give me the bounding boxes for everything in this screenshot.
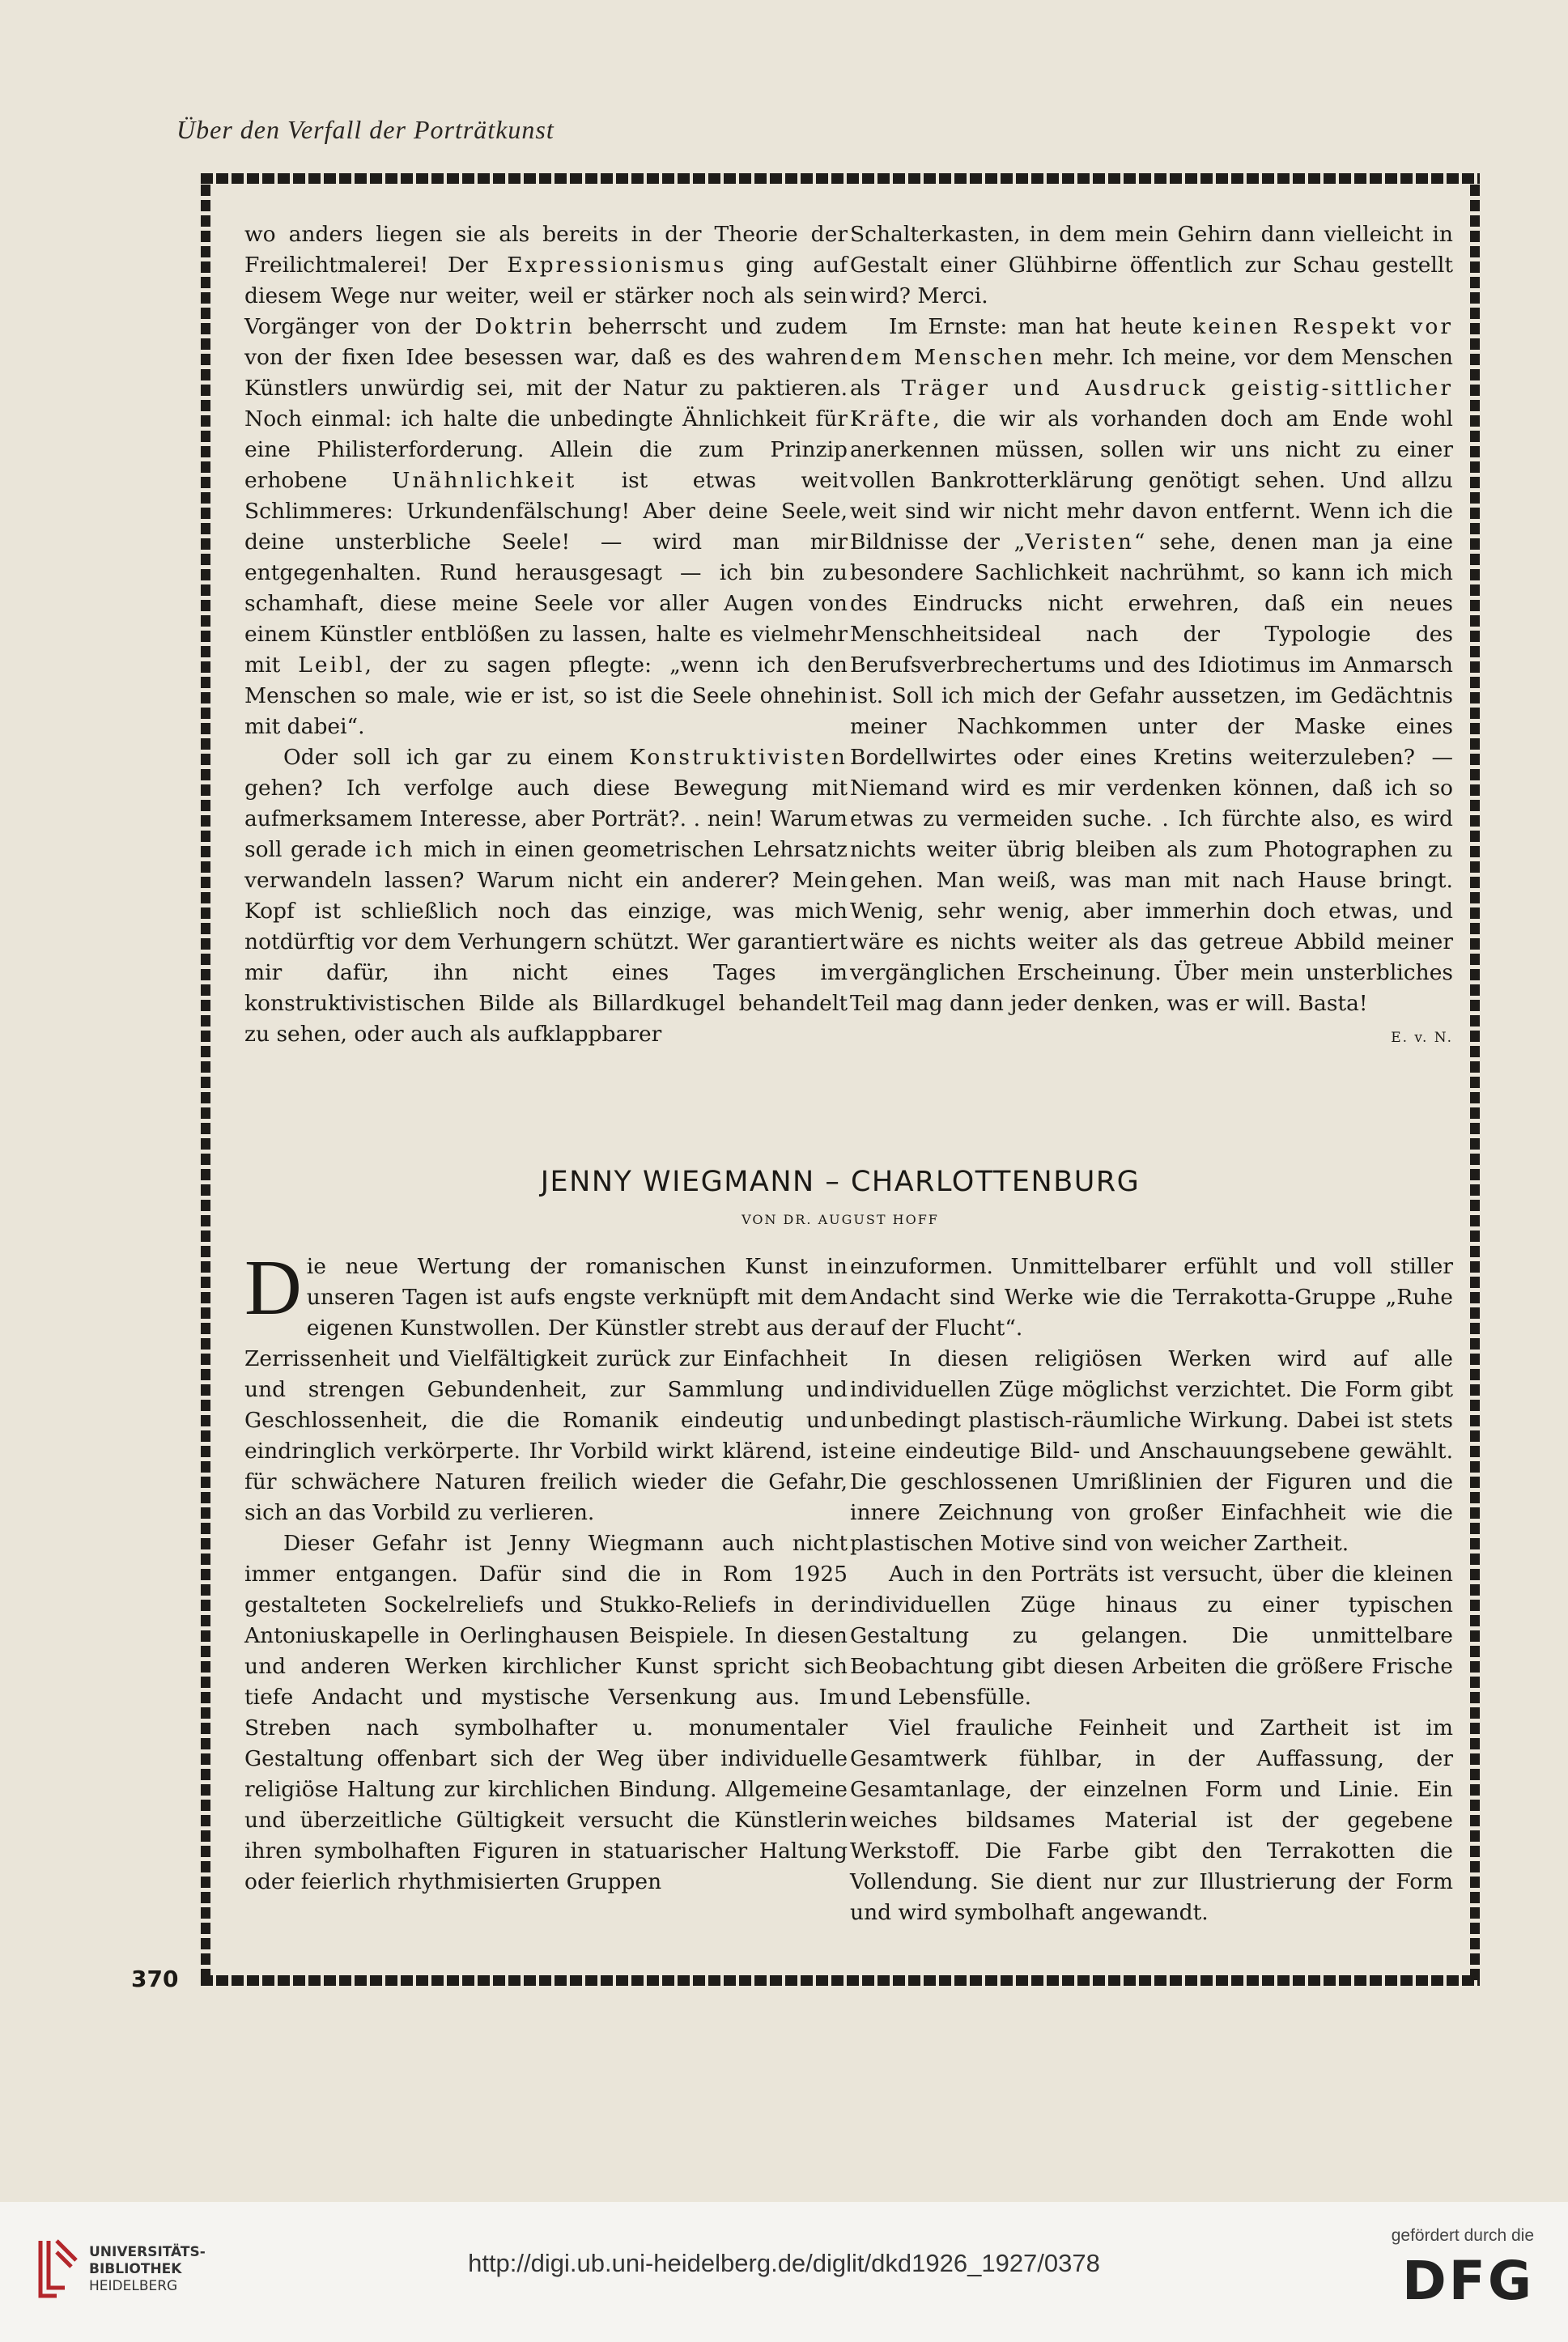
article1-column-left (244, 219, 848, 1050)
paragraph: Im Ernste: man hat heute keinen Respekt vor dem Menschen mehr. Ich meine, vor dem Menschen als Träger und Ausdruck geistig-sittlicher Kräfte, die wir als vorhanden doch am Ende wohl anerkennen müssen, sollen wir uns nicht zu einer vollen Bankrotterklärung genötigt sehen. Und allzu weit sind wir nicht mehr davon entfernt. Wenn ich die Bildnisse der „Veristen“ sehe, denen man ja eine besondere Sachlichkeit nachrühmt, so kann ich mich des Eindrucks nicht erwehren, daß ein neues Menschheitsideal nach der Typologie des Berufsverbrechertums und des Idiotimus im Anmarsch ist. Soll ich mich der Gefahr aussetzen, im Gedächtnis meiner Nachkommen unter der Maske eines Bordellwirtes oder eines Kretins weiterzuleben? — Niemand wird es mir verdenken können, daß ich so etwas zu vermeiden suche. . Ich fürchte also, es wird nichts weiter übrig bleiben als zum Photographen zu gehen. Man weiß, was man mit nach Hause bringt. Wenig, sehr wenig, aber immerhin doch etwas, und wäre es nichts weiter als das getreue Abbild meiner vergänglichen Erscheinung. Über mein unsterbliches Teil mag dann jeder denken, was er will. Basta! E. v. N. (850, 312, 1453, 1019)
dfg-logo: DFG (1401, 2250, 1534, 2312)
author-signature: E. v. N. (1391, 1030, 1453, 1046)
funding-label: gefördert durch die (1391, 2226, 1534, 2245)
paragraph: In diesen religiösen Werken wird auf alle individuellen Züge möglichst verzichtet. Die Form gibt unbedingt plastisch-räumliche Wirkung. Dabei ist stets eine eindeutige Bild- und Anschauungsebene gewählt. Die geschlossenen Umrißlinien der Figuren und die innere Zeichnung von großer Einfachheit wie die plastischen Motive sind von weicher Zartheit. (850, 1346, 1453, 1556)
article1-column-right (850, 219, 1453, 1053)
right-border (1470, 185, 1480, 1983)
paragraph: Schalterkasten, in dem mein Gehirn dann vielleicht in Gestalt einer Glühbirne öffentlich zur Schau gestellt wird? Merci. (850, 222, 1453, 308)
source-url-link[interactable]: http://digi.ub.uni-heidelberg.de/diglit/dkd1926_1927/0378 (468, 2249, 1100, 2277)
top-border (201, 173, 1480, 184)
paragraph: Viel frauliche Feinheit und Zartheit ist im Gesamtwerk fühlbar, in der Auffassung, der Gesamtanlage, der einzelnen Form und Linie. Ein weiches bildsames Material ist der gegebene Werkstoff. Die Farbe gibt den Terrakotten die Vollendung. Sie dient nur zur Illustrierung der Form und wird symbolhaft angewandt. (850, 1715, 1453, 1925)
bottom-border (201, 1975, 1480, 1986)
paragraph: Die neue Wertung der romanischen Kunst in unseren Tagen ist aufs engste verknüpft mit dem eigenen Kunstwollen. Der Künstler strebt aus der Zerrissenheit und Vielfältigkeit zurück zur Einfachheit und strengen Gebundenheit, zur Sammlung und Geschlossenheit, die die Romanik eindeutig und eindringlich verkörperte. Ihr Vorbild wirkt klärend, ist für schwächere Naturen freilich wieder die Gefahr, sich an das Vorbild zu verlieren. (244, 1244, 848, 1525)
paragraph: Oder soll ich gar zu einem Konstruktivisten gehen? Ich verfolge auch diese Bewegung mit aufmerksamem Interesse, aber Porträt?. . nein! Warum soll gerade ich mich in einen geometrischen Lehrsatz verwandeln lassen? Warum nicht ein anderer? Mein Kopf ist schließlich noch das einzige, was mich notdürftig vor dem Verhungern schützt. Wer garantiert mir dafür, ihn nicht eines Tages im konstruktivistischen Bilde als Billardkugel behandelt zu sehen, oder auch als aufklappbarer (244, 745, 848, 1047)
paragraph: Dieser Gefahr ist Jenny Wiegmann auch nicht immer entgangen. Dafür sind die in Rom 1925 gestalteten Sockelreliefs und Stukko-Reliefs in der Antoniuskapelle in Oerlinghausen Beispiele. In diesen und anderen Werken kirchlicher Kunst spricht sich tiefe Andacht und mystische Versenkung aus. Im Streben nach symbolhafter u. monumentaler Gestaltung offenbart sich der Weg über individuelle religiöse Haltung zur kirchlichen Bindung. Allgemeine und überzeitliche Gültigkeit versucht die Künstlerin ihren symbolhaften Figuren in statuarischer Haltung oder feierlich rhythmisierten Gruppen (244, 1531, 848, 1894)
page-number: 370 (131, 1966, 179, 1992)
article2-column-right (850, 1252, 1453, 1928)
article-title: JENNY WIEGMANN – CHARLOTTENBURG (540, 1166, 1141, 1198)
article2-column-left (244, 1244, 848, 1898)
paragraph: wo anders liegen sie als bereits in der Theorie der Freilichtmalerei! Der Expressionismus ging auf diesem Wege nur weiter, weil er stärker noch als sein Vorgänger von der Doktrin beherrscht und zudem von der fixen Idee besessen war, daß es des wahren Künstlers unwürdig sei, mit der Natur zu paktieren. Noch einmal: ich halte die unbedingte Ähnlichkeit für eine Philisterforderung. Allein die zum Prinzip erhobene Unähnlichkeit ist etwas weit Schlimmeres: Urkundenfälschung! Aber deine Seele, deine unsterbliche Seele! — wird man mir entgegenhalten. Rund herausgesagt — ich bin zu schamhaft, diese meine Seele vor aller Augen von einem Künstler entblößen zu lassen, halte es vielmehr mit Leibl, der zu sagen pflegte: „wenn ich den Menschen so male, wie er ist, so ist die Seele ohnehin mit dabei“. (244, 222, 848, 739)
running-title: Über den Verfall der Porträtkunst (176, 115, 555, 144)
paragraph: einzuformen. Unmittelbarer erfühlt und voll stiller Andacht sind Werke wie die Terrakotta-Gruppe „Ruhe auf der Flucht“. (850, 1254, 1453, 1341)
drop-cap: D (244, 1244, 302, 1332)
left-border (201, 185, 210, 1983)
university-library-name: UNIVERSITÄTS- BIBLIOTHEK HEIDELBERG (89, 2244, 206, 2294)
paragraph: Auch in den Porträts ist versucht, über die kleinen individuellen Züge hinaus zu einer typischen Gestaltung zu gelangen. Die unmittelbare Beobachtung gibt diesen Arbeiten die größere Frische und Lebensfülle. (850, 1562, 1453, 1710)
article-byline: VON DR. AUGUST HOFF (742, 1212, 939, 1227)
